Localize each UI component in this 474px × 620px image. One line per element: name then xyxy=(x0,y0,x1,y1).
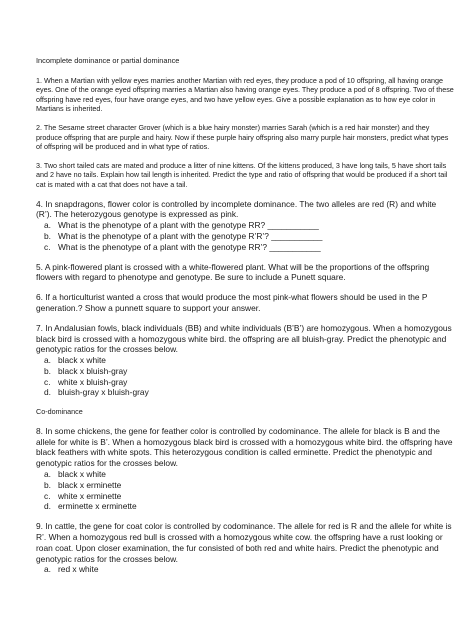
section-heading-incomplete-dominance: Incomplete dominance or partial dominance xyxy=(36,56,180,65)
list-item: b. What is the phenotype of a plant with the genotype R’R’? ___________ xyxy=(44,230,323,241)
list-item: d. bluish-gray x bluish-gray xyxy=(44,387,149,398)
list-item: d. erminette x erminette xyxy=(44,501,137,512)
list-item: a. red x white xyxy=(44,564,99,575)
list-item: c. What is the phenotype of a plant with the genotype RR’? ___________ xyxy=(44,241,321,252)
question-1: 1. When a Martian with yellow eyes marries another Martian with red eyes, they produce a pod of 10 offspring, all having orange eyes. One of the orange eyed offspring marries a Martian also having orange eyes. They produce a pod of 8 offspring. Two of these offspring have red eyes, four have orange eyes, and two have yellow eyes. Give a possible explanation as to how eye color in Martians is inherited. xyxy=(36,75,454,114)
question-6: 6. If a horticulturist wanted a cross that would produce the most pink-what flowers should be used in the P generation.? Show a punnett square to support your answer. xyxy=(36,292,428,313)
list-item: a. What is the phenotype of a plant with the genotype RR? ___________ xyxy=(44,220,319,231)
section-heading-co-dominance: Co-dominance xyxy=(36,407,83,417)
question-7-list xyxy=(36,355,454,398)
list-item: b. black x erminette xyxy=(44,479,122,490)
question-8: 8. In some chickens, the gene for feather color is controlled by codominance. The allele for black is B and the allele for white is B’. When a homozygous black bird is crossed with a homozygous white bird. the offspring have black feathers with white spots. This heterozygous condition is called erminette. Predict the phenotypic and genotypic ratios for the crosses below. xyxy=(36,425,453,469)
question-2: 2. The Sesame street character Grover (which is a blue hairy monster) marries Sarah (which is a red hair monster) and they produce offspring that are purple and hairy. Now if these purple hairy offspring also marry purple hair monsters, predict what types of offspring will be produced and in what type of ratios. xyxy=(36,122,449,152)
worksheet-page xyxy=(36,56,454,584)
question-5: 5. A pink-flowered plant is crossed with a white-flowered plant. What will be the proportions of the offspring flowers with regard to phenotype and genotype. Be sure to include a Punett square. xyxy=(36,261,430,283)
list-item: a. black x white xyxy=(44,355,106,366)
list-item: c. white x bluish-gray xyxy=(44,376,128,387)
question-8-list xyxy=(36,469,454,512)
question-7: 7. In Andalusian fowls, black individuals (BB) and white individuals (B’B’) are homozygous. When a homozygous black bird is crossed with a homozygous white bird. the offspring are all bluish-gray. Predict the phenotypic and genotypic ratios for the crosses below. xyxy=(36,322,452,355)
list-item: a. black x white xyxy=(44,469,106,480)
question-4: 4. In snapdragons, flower color is controlled by incomplete dominance. The two alleles are red (R) and white (R’). The heterozygous genotype is expressed as pink. xyxy=(36,198,437,220)
question-9-list xyxy=(36,564,454,575)
question-4-list xyxy=(36,220,454,252)
question-9: 9. In cattle, the gene for coat color is controlled by codominance. The allele for red is R and the allele for white is R’. When a homozygous red bull is crossed with a homozygous white cow. the offspring have a rust looking or roan coat. Upon closer examination, the fur consisted of both red and white hairs. Predict the phenotypic and genotypic ratios for the crosses below. xyxy=(36,521,452,564)
list-item: b. black x bluish-gray xyxy=(44,365,128,376)
list-item: c. white x erminette xyxy=(44,490,122,501)
question-3: 3. Two short tailed cats are mated and produce a litter of nine kittens. Of the kittens produced, 3 have long tails, 5 have short tails and 2 have no tails. Explain how tail length is inherited. Predict the type and ratio of offspring that would be produced if a short tail cat is mated with a cat that does not have a tail. xyxy=(36,160,448,189)
